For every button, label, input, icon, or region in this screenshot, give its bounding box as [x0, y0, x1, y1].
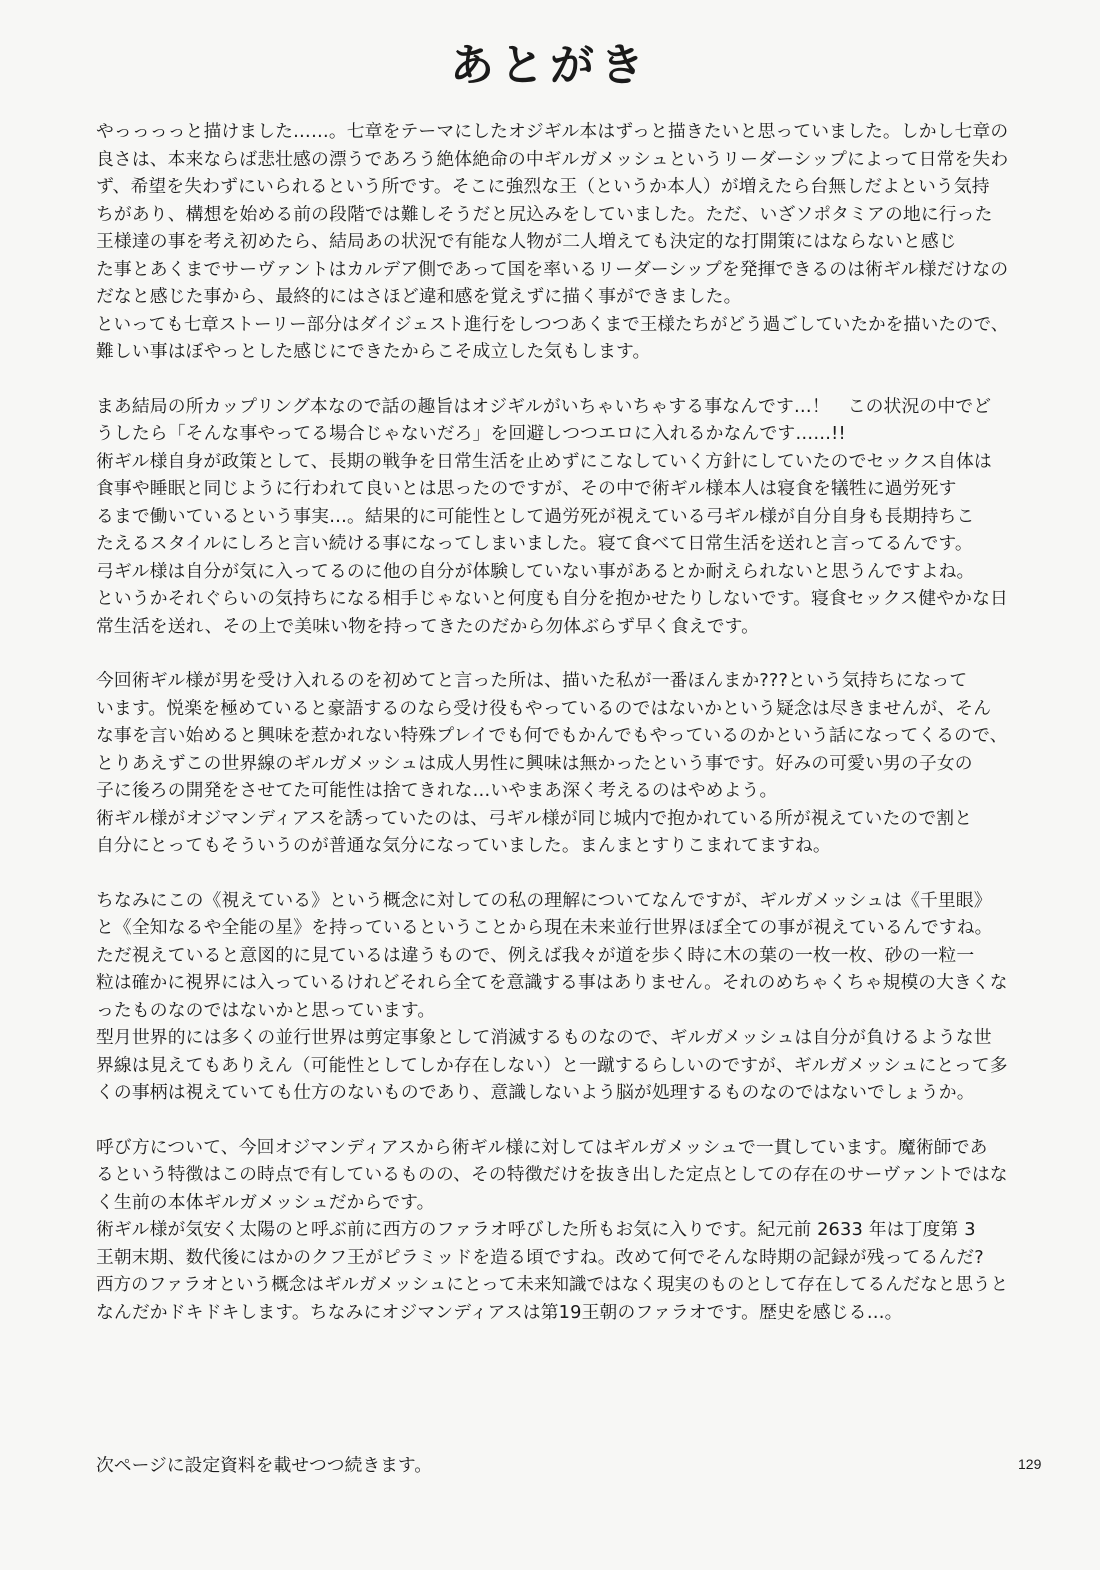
text-line: ったものなのではないかと思っています。 [96, 999, 436, 1021]
afterword-body [96, 118, 1009, 1326]
text-line: るという特徴はこの時点で有しているものの、その特徴だけを抜き出した定点としての存在のサーヴァントではな [96, 1164, 1008, 1185]
text-line: います。悦楽を極めていると豪語するのなら受け役もやっているのではないかという疑念は尽きませんが、そん [96, 697, 992, 719]
text-line: とりあえずこの世界線のギルガメッシュは成人男性に興味は無かったという事です。好みの可愛い男の子女の [96, 752, 973, 774]
text-line: 子に後ろの開発をさせてた可能性は捨てきれな…いやまあ深く考えるのはやめよう。 [96, 780, 778, 801]
text-line: ちなみにこの《視えている》という概念に対しての私の理解についてなんですが、ギルガメッシュは《千里眼》 [96, 889, 992, 911]
text-line: 術ギル様が気安く太陽のと呼ぶ前に西方のファラオ呼びした所もお気に入りです。紀元前 2633 年は丁度第 3 [96, 1219, 976, 1240]
closing-note: 次ページに設定資料を載せつつ続きます。 [96, 1455, 433, 1476]
text-line: うしたら「そんな事やってる場合じゃないだろ」を回避しつつエロに入れるかなんです……!! [96, 423, 846, 444]
text-line: たえるスタイルにしろと言い続ける事になってしまいました。寝て食べて日常生活を送れと言ってるんです。 [96, 533, 973, 554]
text-line: 王様達の事を考え初めたら、結局あの状況で有能な人物が二人増えても決定的な打開策にはならないと感じ [96, 231, 957, 252]
text-line: というかそれぐらいの気持ちになる相手じゃないと何度も自分を抱かせたりしないです。寝食セックス健やかな日 [96, 588, 1008, 609]
text-line: くの事柄は視えていても仕方のないものであり、意識しないよう脳が処理するものなのではないでしょうか。 [96, 1082, 975, 1103]
page-number: 129 [1018, 1456, 1042, 1472]
text-line: 常生活を送れ、その上で美味い物を持ってきたのだから勿体ぶらず早く食えです。 [96, 615, 760, 637]
text-line: 難しい事はぼやっとした感じにできたからこそ成立した気もします。 [96, 341, 651, 362]
paragraph [96, 887, 1006, 1107]
text-line: といっても七章ストーリー部分はダイジェスト進行をしつつあくまで王様たちがどう過ごしていたかを描いたので、 [96, 313, 1009, 335]
text-line: るまで働いているという事実…。結果的に可能性として過労死が視えている弓ギル様が自分自身も長期持ちこ [96, 505, 975, 527]
text-line: な事を言い始めると興味を惹かれない特殊プレイでも何でもかんでもやっているのかという話になってくるので、 [96, 725, 1008, 746]
text-line: 界線は見えてもありえん（可能性としてしか存在しない）と一蹴するらしいのですが、ギルガメッシュにとって多 [96, 1054, 1008, 1076]
text-line: 呼び方について、今回オジマンディアスから術ギル様に対してはギルガメッシュで一貫しています。魔術師であ [96, 1136, 988, 1158]
text-line: 良さは、本来ならば悲壮感の漂うであろう絶体絶命の中ギルガメッシュというリーダーシップによって日常を失わ [96, 148, 1009, 170]
text-line: なんだかドキドキします。ちなみにオジマンディアスは第19王朝のファラオです。歴史を感じる…。 [96, 1301, 903, 1323]
text-line: と《全知なるや全能の星》を持っているということから現在未来並行世界ほぼ全ての事が視えているんですね。 [96, 917, 993, 938]
text-line: 西方のファラオという概念はギルガメッシュにとって未来知識ではなく現実のものとして存在してるんだなと思うと [96, 1274, 1009, 1295]
text-line: く生前の本体ギルガメッシュだからです。 [96, 1191, 435, 1213]
text-line: 型月世界的には多くの並行世界は剪定事象として消滅するものなので、ギルガメッシュは自分が負けるような世 [96, 1027, 992, 1048]
page-title: あとがき [450, 40, 650, 91]
text-line: まあ結局の所カップリング本なので話の趣旨はオジギルがいちゃいちゃする事なんです…！ この状況の中でど [96, 395, 992, 417]
text-line: 弓ギル様は自分が気に入ってるのに他の自分が体験していない事があるとか耐えられないと思うんですよね。 [96, 560, 975, 582]
text-line: ちがあり、構想を始める前の段階では難しそうだと尻込みをしていました。ただ、いざソポタミアの地に行った [96, 203, 993, 225]
text-line: 粒は確かに視界には入っているけれどそれら全てを意識する事はありません。それのめちゃくちゃ規模の大きくな [96, 972, 1008, 993]
paragraph [96, 1134, 1009, 1327]
paragraph [96, 118, 1009, 366]
paragraph [96, 667, 1006, 860]
text-line: やっっっっと描けました……。七章をテーマにしたオジギル本はずっと描きたいと思っていました。しかし七章の [96, 121, 1009, 142]
text-line: 王朝末期、数代後にはかのクフ王がピラミッドを造る頃ですね。改めて何でそんな時期の記録が残ってるんだ? [96, 1246, 984, 1268]
paragraph [96, 393, 1006, 641]
text-line: ず、希望を失わずにいられるという所です。そこに強烈な王（というか本人）が増えたら台無しだよという気持 [96, 176, 990, 197]
text-line: 術ギル様がオジマンディアスを誘っていたのは、弓ギル様が同じ城内で抱かれている所が視えていたので割と [96, 807, 973, 829]
text-line: だなと感じた事から、最終的にはさほど違和感を覚えずに描く事ができました。 [96, 286, 742, 307]
text-line: 今回術ギル様が男を受け入れるのを初めてと言った所は、描いた私が一番ほんまか???という気持ちになって [96, 670, 968, 691]
text-line: ただ視えていると意図的に見ているは違うもので、例えば我々が道を歩く時に木の葉の一枚一枚、砂の一粒一 [96, 944, 975, 966]
text-line: 術ギル様自身が政策として、長期の戦争を日常生活を止めずにこなしていく方針にしていたのでセックス自体は [96, 450, 992, 472]
text-line: 自分にとってもそういうのが普通な気分になっていました。まんまとすりこまれてますね。 [96, 835, 831, 856]
text-line: た事とあくまでサーヴァントはカルデア側であって国を率いるリーダーシップを発揮できるのは術ギル様だけなの [96, 258, 1009, 280]
text-line: 食事や睡眠と同じように行われて良いとは思ったのですが、その中で術ギル様本人は寝食を犠牲に過労死す [96, 478, 957, 499]
